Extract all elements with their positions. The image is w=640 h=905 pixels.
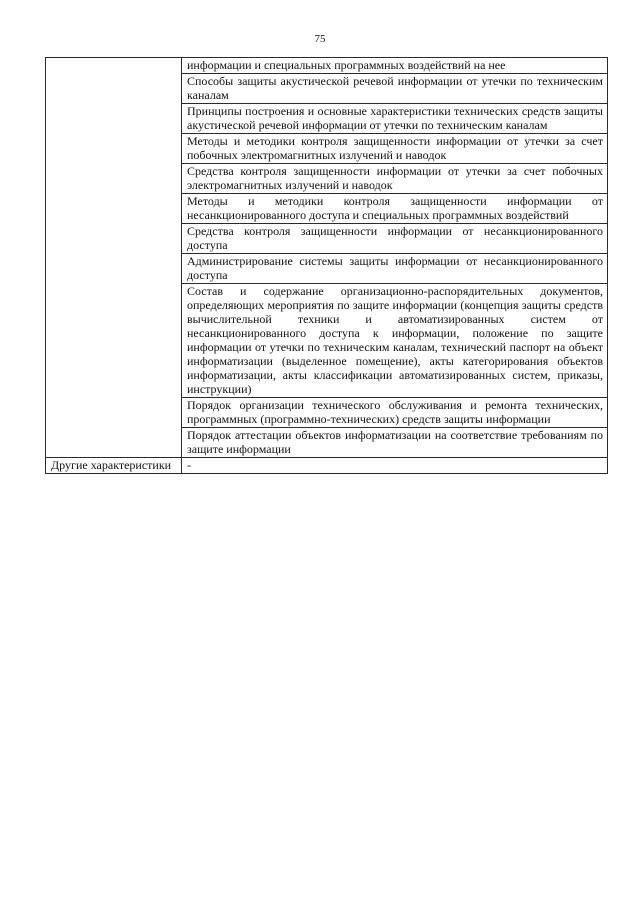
characteristics-table [45, 57, 608, 474]
value-other-characteristics: - [182, 458, 608, 474]
content-cell: Методы и методики контроля защищенности информации от утечки за счет побочных электромагнитных излучений и наводок [182, 134, 608, 164]
label-cell-empty [46, 58, 182, 458]
table-row [46, 58, 608, 74]
content-cell: информации и специальных программных воздействий на нее [182, 58, 608, 74]
content-cell: Способы защиты акустической речевой информации от утечки по техническим каналам [182, 74, 608, 104]
content-cell: Администрирование системы защиты информации от несанкционированного доступа [182, 254, 608, 284]
content-cell: Методы и методики контроля защищенности информации от несанкционированного доступа и специальных программных воздействий [182, 194, 608, 224]
content-cell: Средства контроля защищенности информации от несанкционированного доступа [182, 224, 608, 254]
page-number: 75 [314, 33, 326, 45]
content-cell: Принципы построения и основные характеристики технических средств защиты акустической речевой информации от утечки по техническим каналам [182, 104, 608, 134]
label-other-characteristics: Другие характеристики [46, 458, 182, 474]
content-cell: Состав и содержание организационно-распорядительных документов, определяющих мероприятия по защите информации (концепция защиты средств вычислительной техники и автоматизированных систем от несанкционированного доступа к информации, положение по защите информации от утечки по техническим каналам, технический паспорт на объект информатизации (выделенное помещение), акты категорирования объектов информатизации, акты классификации автоматизированных систем, приказы, инструкции) [182, 284, 608, 398]
content-cell: Порядок организации технического обслуживания и ремонта технических, программных (программно-технических) средств защиты информации [182, 398, 608, 428]
content-cell: Средства контроля защищенности информации от утечки за счет побочных электромагнитных излучений и наводок [182, 164, 608, 194]
table-row-other-characteristics [46, 458, 608, 474]
content-cell: Порядок аттестации объектов информатизации на соответствие требованиям по защите информации [182, 428, 608, 458]
